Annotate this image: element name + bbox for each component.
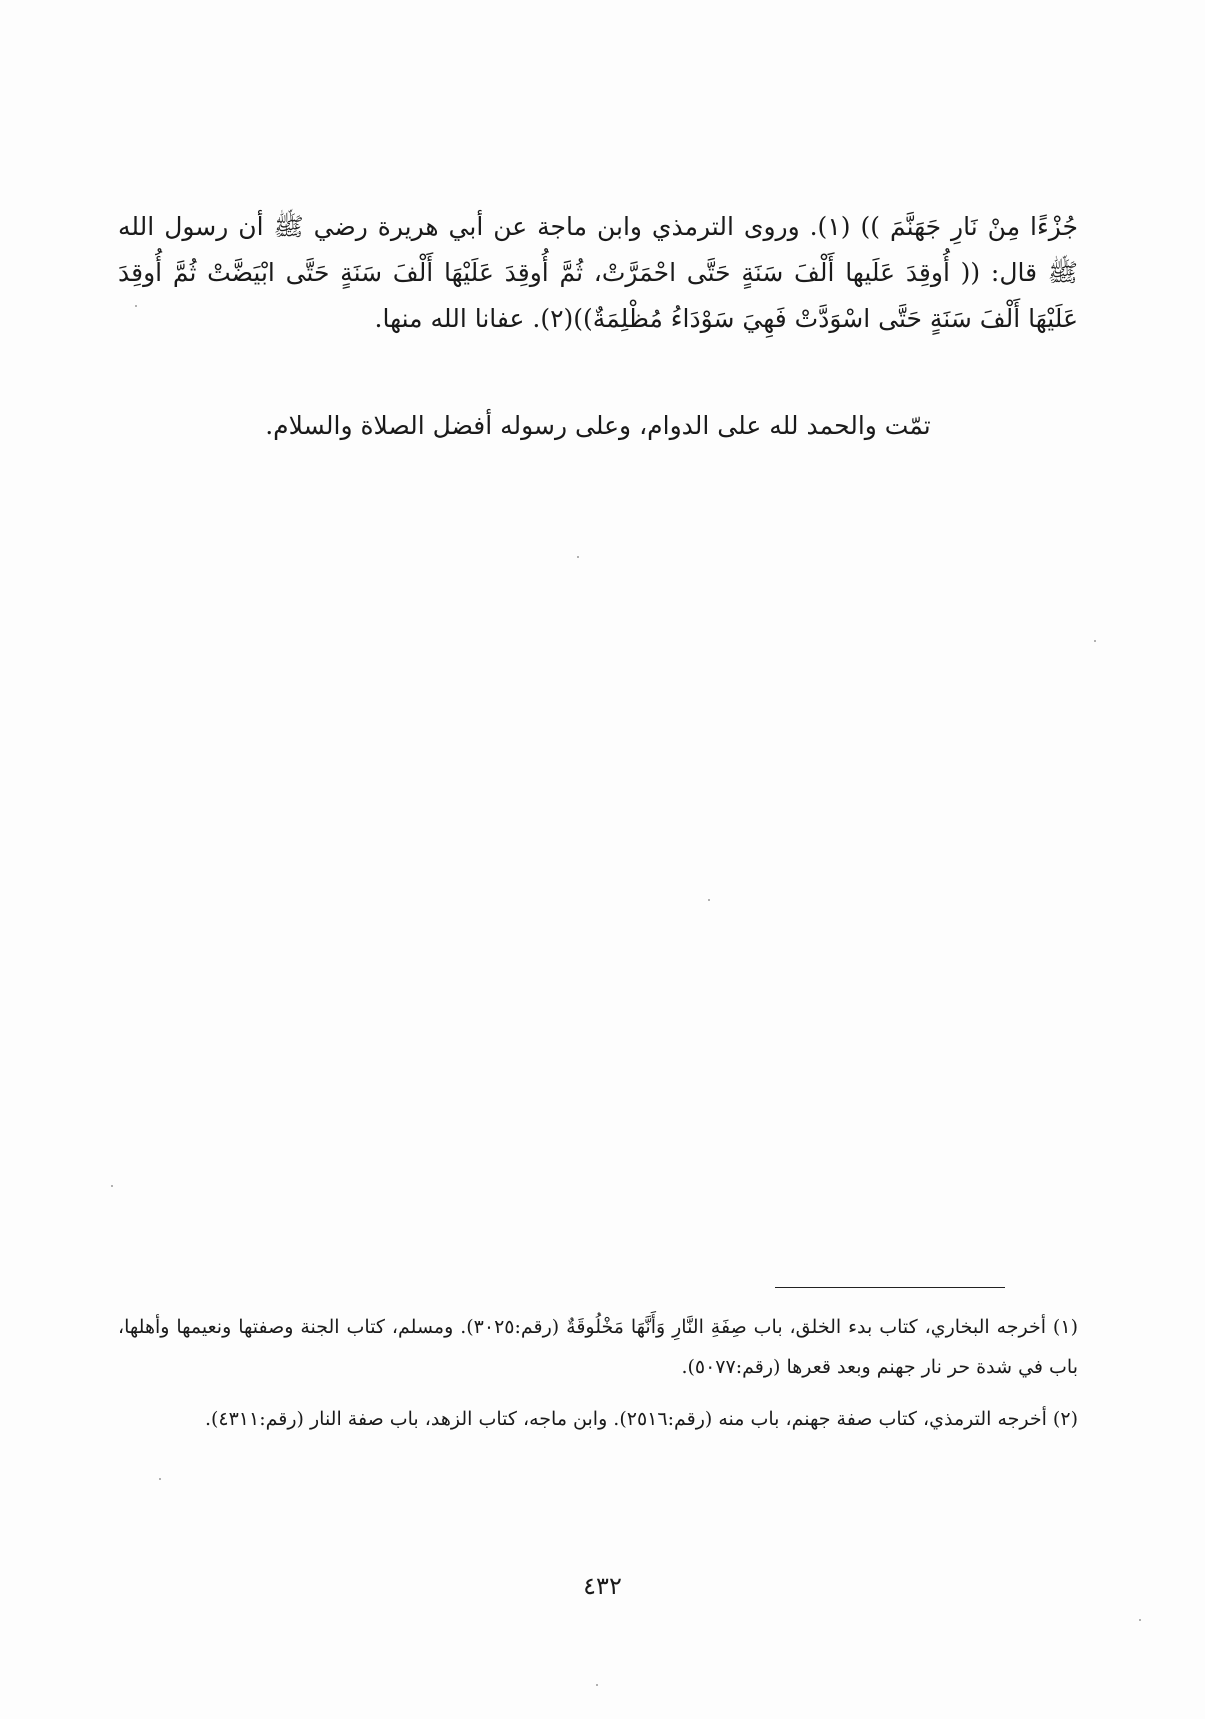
main-text-block — [118, 204, 1078, 342]
scan-speck — [159, 1478, 161, 1480]
scan-speck — [1094, 640, 1096, 642]
scan-speck — [111, 1185, 113, 1187]
scan-speck — [577, 556, 579, 558]
closing-line: تمّت والحمد لله على الدوام، وعلى رسوله أفضل الصلاة والسلام. — [265, 411, 931, 440]
page-number: ٤٣٢ — [583, 1572, 622, 1600]
footnotes-block — [118, 1307, 1078, 1451]
footnote-separator — [775, 1287, 1005, 1288]
scan-speck — [596, 1684, 598, 1686]
main-paragraph: جُزْءًا مِنْ نَارِ جَهَنَّمَ )) (١). وروى الترمذي وابن ماجة عن أبي هريرة رضي ﷺ أن رسول الله ﷺ قال: (( أُوقِدَ عَلَيها أَلْفَ سَنَةٍ حَتَّى احْمَرَّتْ، ثُمَّ أُوقِدَ عَلَيْهَا أَلْفَ سَنَةٍ حَتَّى ابْيَضَّتْ ثُمَّ أُوقِدَ عَلَيْهَا أَلْفَ سَنَةٍ حَتَّى اسْوَدَّتْ فَهِيَ سَوْدَاءُ مُظْلِمَةٌ))(٢). عفانا الله منها. — [118, 212, 1078, 333]
scan-speck — [708, 899, 710, 901]
footnote-2: (٢) أخرجه الترمذي، كتاب صفة جهنم، باب منه (رقم:٢٥١٦). وابن ماجه، كتاب الزهد، باب صفة النار (رقم:٤٣١١). — [204, 1408, 1078, 1430]
scan-speck — [135, 305, 137, 307]
scan-speck — [1139, 1619, 1141, 1621]
footnote-1: (١) أخرجه البخاري، كتاب بدء الخلق، باب صِفَةِ النَّارِ وَأَنَّهَا مَخْلُوقَةٌ (رقم:٣٠٢٥). ومسلم، كتاب الجنة وصفتها ونعيمها وأهلها، باب في شدة حر نار جهنم وبعد قعرها (رقم:٥٠٧٧). — [118, 1316, 1078, 1378]
